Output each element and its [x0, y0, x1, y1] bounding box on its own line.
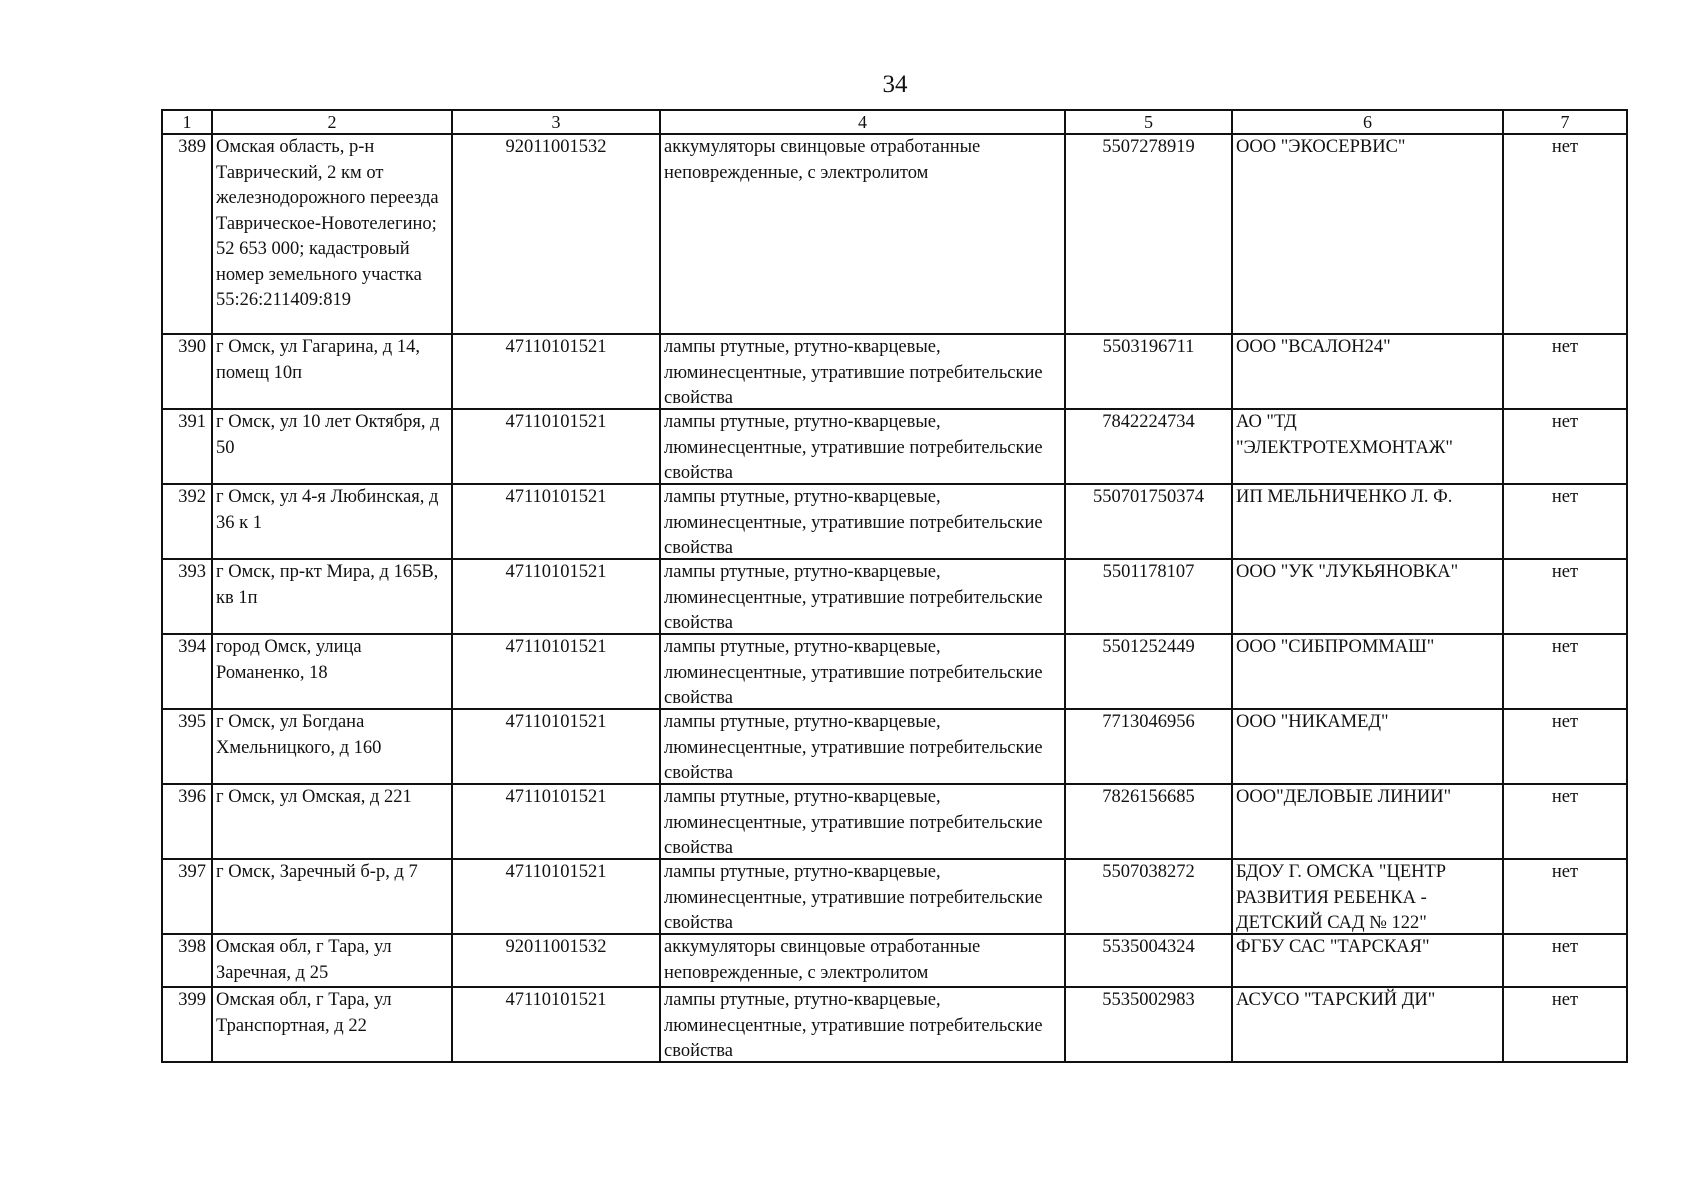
address-cell: г Омск, ул Омская, д 221: [212, 784, 452, 859]
inn-cell: 5507038272: [1065, 859, 1232, 934]
waste-name-text: лампы ртутные, ртутно-кварцевые, люминесцентные, утратившие потребительские свойства: [664, 787, 1043, 858]
waste-code-cell: 47110101521: [452, 987, 660, 1062]
header-row: [162, 110, 1627, 134]
inn-cell: 5501252449: [1065, 634, 1232, 709]
row-number: 397: [162, 859, 212, 934]
waste-name-cell: [660, 334, 1065, 409]
waste-name-text: лампы ртутные, ртутно-кварцевые, люминесцентные, утратившие потребительские свойства: [664, 862, 1043, 933]
row-number: 391: [162, 409, 212, 484]
address-cell: г Омск, ул 4-я Любинская, д 36 к 1: [212, 484, 452, 559]
flag-cell: нет: [1503, 484, 1627, 559]
table-row: [162, 934, 1627, 987]
organization-cell: ИП МЕЛЬНИЧЕНКО Л. Ф.: [1232, 484, 1503, 559]
waste-name-text: лампы ртутные, ртутно-кварцевые, люминесцентные, утратившие потребительские свойства: [664, 637, 1043, 708]
table-row: [162, 334, 1627, 409]
page-number: 34: [882, 71, 908, 98]
waste-name-cell: [660, 484, 1065, 559]
waste-code-cell: 47110101521: [452, 409, 660, 484]
waste-code-cell: 47110101521: [452, 484, 660, 559]
inn-cell: 5535004324: [1065, 934, 1232, 987]
table-row: [162, 134, 1627, 334]
organization-cell: ООО "УК "ЛУКЬЯНОВКА": [1232, 559, 1503, 634]
address-cell: [212, 134, 452, 334]
flag-cell: нет: [1503, 709, 1627, 784]
organization-cell: ООО "ЭКОСЕРВИС": [1232, 134, 1503, 334]
address-cell: Омская обл, г Тара, ул Транспортная, д 22: [212, 987, 452, 1062]
row-number: 390: [162, 334, 212, 409]
table-row: [162, 709, 1627, 784]
address-cell: г Омск, пр-кт Мира, д 165В, кв 1п: [212, 559, 452, 634]
flag-cell: нет: [1503, 987, 1627, 1062]
address-cell: г Омск, Заречный б-р, д 7: [212, 859, 452, 934]
flag-cell: нет: [1503, 134, 1627, 334]
inn-cell: 5503196711: [1065, 334, 1232, 409]
waste-name-cell: [660, 634, 1065, 709]
waste-name-cell: [660, 987, 1065, 1062]
table-row: [162, 987, 1627, 1062]
waste-name-text: лампы ртутные, ртутно-кварцевые, люминесцентные, утратившие потребительские свойства: [664, 712, 1043, 783]
waste-name-cell: [660, 559, 1065, 634]
address-cell: Омская обл, г Тара, ул Заречная, д 25: [212, 934, 452, 987]
address-cell: г Омск, ул 10 лет Октября, д 50: [212, 409, 452, 484]
waste-code-cell: 47110101521: [452, 784, 660, 859]
waste-name-cell: [660, 709, 1065, 784]
organization-cell: АСУСО "ТАРСКИЙ ДИ": [1232, 987, 1503, 1062]
table-row: [162, 784, 1627, 859]
inn-cell: 550701750374: [1065, 484, 1232, 559]
column-header: 2: [212, 110, 452, 134]
row-number: 392: [162, 484, 212, 559]
row-number: 393: [162, 559, 212, 634]
waste-code-cell: 47110101521: [452, 334, 660, 409]
waste-code-cell: 92011001532: [452, 934, 660, 987]
organization-cell: [1232, 859, 1503, 934]
flag-cell: нет: [1503, 784, 1627, 859]
waste-code-cell: 47110101521: [452, 559, 660, 634]
waste-name-cell: аккумуляторы свинцовые отработанные неповрежденные, с электролитом: [660, 934, 1065, 987]
organization-cell: ФГБУ САС "ТАРСКАЯ": [1232, 934, 1503, 987]
organization-cell: АО "ТД "ЭЛЕКТРОТЕХМОНТАЖ": [1232, 409, 1503, 484]
flag-cell: нет: [1503, 409, 1627, 484]
column-header: 5: [1065, 110, 1232, 134]
organization-cell: ООО"ДЕЛОВЫЕ ЛИНИИ": [1232, 784, 1503, 859]
waste-name-cell: аккумуляторы свинцовые отработанные неповрежденные, с электролитом: [660, 134, 1065, 334]
organization-cell: ООО "ВСАЛОН24": [1232, 334, 1503, 409]
column-header: 4: [660, 110, 1065, 134]
row-number: 398: [162, 934, 212, 987]
inn-cell: 7826156685: [1065, 784, 1232, 859]
inn-cell: 7842224734: [1065, 409, 1232, 484]
waste-name-text: лампы ртутные, ртутно-кварцевые, люминесцентные, утратившие потребительские свойства: [664, 487, 1043, 558]
waste-code-cell: 47110101521: [452, 709, 660, 784]
address-cell: г Омск, ул Богдана Хмельницкого, д 160: [212, 709, 452, 784]
organization-text: БДОУ Г. ОМСКА "ЦЕНТР РАЗВИТИЯ РЕБЕНКА - ДЕТСКИЙ САД № 122": [1236, 862, 1447, 933]
column-header: 6: [1232, 110, 1503, 134]
inn-cell: 5535002983: [1065, 987, 1232, 1062]
row-number: 395: [162, 709, 212, 784]
row-number: 396: [162, 784, 212, 859]
flag-cell: нет: [1503, 334, 1627, 409]
address-cell: г Омск, ул Гагарина, д 14, помещ 10п: [212, 334, 452, 409]
flag-cell: нет: [1503, 559, 1627, 634]
row-number: 394: [162, 634, 212, 709]
table-row: [162, 559, 1627, 634]
organization-cell: ООО "СИБПРОММАШ": [1232, 634, 1503, 709]
row-number: 389: [162, 134, 212, 334]
table-row: [162, 484, 1627, 559]
inn-cell: 5507278919: [1065, 134, 1232, 334]
organization-cell: ООО "НИКАМЕД": [1232, 709, 1503, 784]
table-row: [162, 859, 1627, 934]
waste-name-text: лампы ртутные, ртутно-кварцевые, люминесцентные, утратившие потребительские свойства: [664, 337, 1043, 408]
inn-cell: 7713046956: [1065, 709, 1232, 784]
registry-table: [161, 109, 1628, 1063]
flag-cell: нет: [1503, 934, 1627, 987]
table-row: [162, 634, 1627, 709]
address-text: Омская область, р-н Таврический, 2 км от железнодорожного переезда Таврическое-Новотелегино; 52 653 000; кадастровый номер земельного участка 55:26:211409:819: [216, 137, 439, 310]
waste-code-cell: 92011001532: [452, 134, 660, 334]
table-row: [162, 409, 1627, 484]
waste-name-cell: [660, 409, 1065, 484]
waste-name-cell: [660, 784, 1065, 859]
column-header: 3: [452, 110, 660, 134]
waste-code-cell: 47110101521: [452, 859, 660, 934]
flag-cell: нет: [1503, 859, 1627, 934]
waste-name-text: лампы ртутные, ртутно-кварцевые, люминесцентные, утратившие потребительские свойства: [664, 990, 1043, 1061]
inn-cell: 5501178107: [1065, 559, 1232, 634]
column-header: 7: [1503, 110, 1627, 134]
waste-name-text: лампы ртутные, ртутно-кварцевые, люминесцентные, утратившие потребительские свойства: [664, 562, 1043, 633]
waste-name-cell: [660, 859, 1065, 934]
waste-code-cell: 47110101521: [452, 634, 660, 709]
address-cell: город Омск, улица Романенко, 18: [212, 634, 452, 709]
row-number: 399: [162, 987, 212, 1062]
flag-cell: нет: [1503, 634, 1627, 709]
waste-name-text: лампы ртутные, ртутно-кварцевые, люминесцентные, утратившие потребительские свойства: [664, 412, 1043, 483]
column-header: 1: [162, 110, 212, 134]
